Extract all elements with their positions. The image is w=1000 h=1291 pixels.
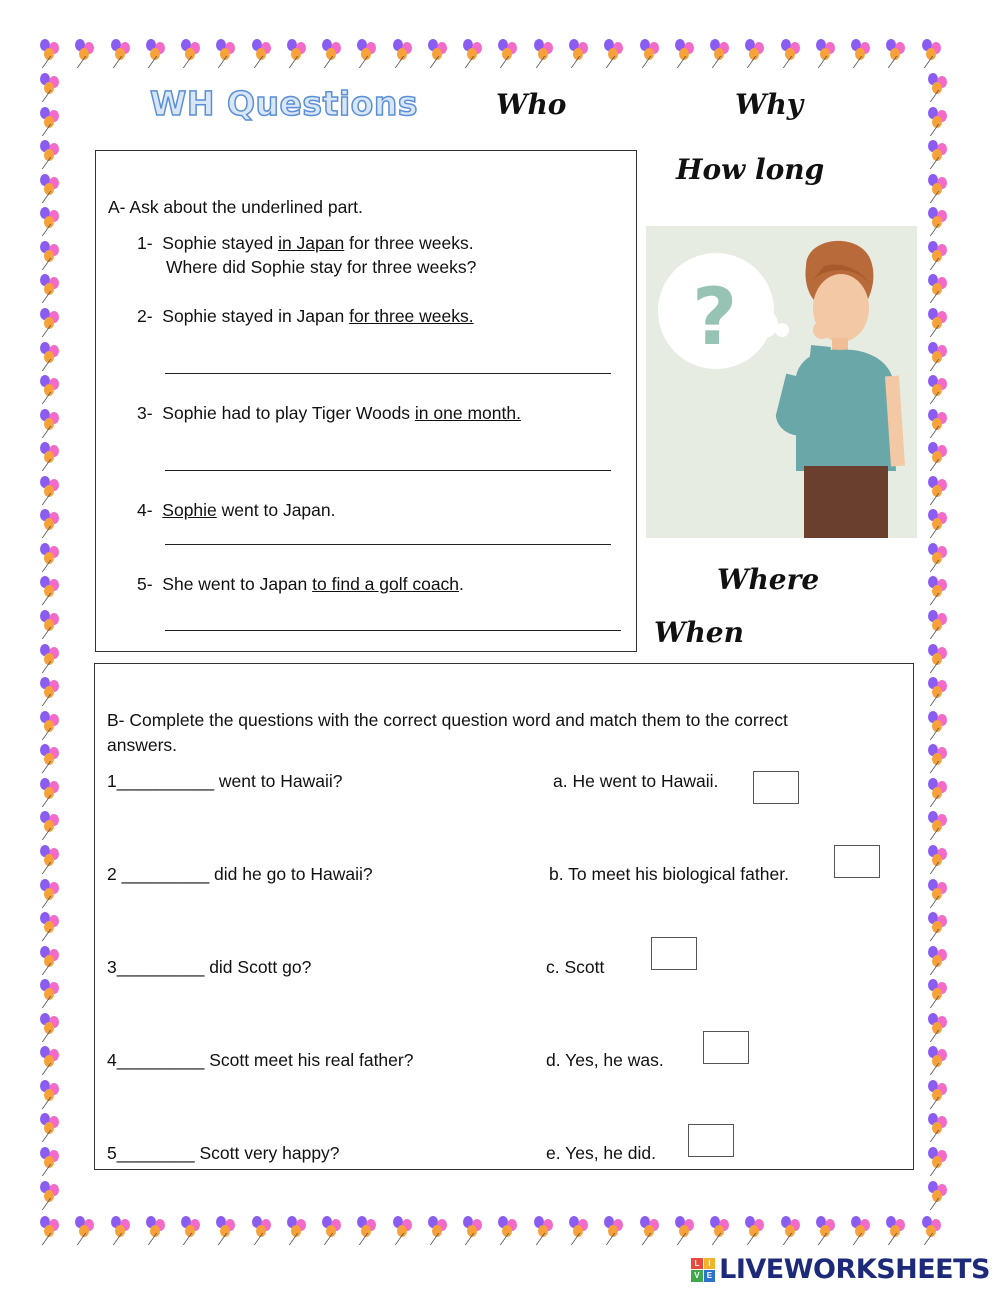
balloon-icon xyxy=(926,777,956,809)
balloon-icon xyxy=(179,38,209,70)
balloon-icon xyxy=(38,72,68,104)
section-a-item-4 xyxy=(137,498,336,522)
balloon-icon xyxy=(708,1215,738,1247)
item-text-before: Sophie stayed xyxy=(162,233,279,253)
match-box-c[interactable] xyxy=(651,937,697,970)
item-number: 2- xyxy=(137,306,153,326)
balloon-icon xyxy=(926,575,956,607)
balloon-icon xyxy=(926,1012,956,1044)
balloon-icon xyxy=(38,945,68,977)
balloon-icon xyxy=(602,1215,632,1247)
balloon-icon xyxy=(38,408,68,440)
question-word-why: Why xyxy=(735,88,804,121)
liveworksheets-logo[interactable] xyxy=(691,1254,990,1285)
section-a-item-3 xyxy=(137,401,521,425)
balloon-icon xyxy=(926,1045,956,1077)
balloon-icon xyxy=(426,1215,456,1247)
logo-text: LIVEWORKSHEETS xyxy=(719,1254,990,1285)
liveworksheets-icon: L I V E xyxy=(691,1258,715,1282)
underlined-part: to find a golf coach xyxy=(312,574,460,594)
item-number: 5- xyxy=(137,574,153,594)
balloon-icon xyxy=(926,307,956,339)
balloon-icon xyxy=(926,676,956,708)
underlined-part: in one month. xyxy=(414,403,521,423)
balloon-icon xyxy=(285,38,315,70)
balloon-icon xyxy=(673,1215,703,1247)
balloon-icon xyxy=(743,1215,773,1247)
balloon-icon xyxy=(38,206,68,238)
balloon-icon xyxy=(743,38,773,70)
balloon-icon xyxy=(426,38,456,70)
thinking-man-icon xyxy=(646,226,917,538)
balloon-icon xyxy=(320,38,350,70)
item-text-before: Sophie stayed in Japan xyxy=(162,306,350,326)
balloon-icon xyxy=(920,1215,950,1247)
balloon-icon xyxy=(779,38,809,70)
balloon-icon xyxy=(926,206,956,238)
question-2: 2 _________ did he go to Hawaii? xyxy=(107,864,373,884)
balloon-icon xyxy=(926,1112,956,1144)
question-word-when: When xyxy=(654,616,744,649)
item-number: 4- xyxy=(137,500,153,520)
balloon-icon xyxy=(638,1215,668,1247)
question-4: 4_________ Scott meet his real father? xyxy=(107,1050,414,1070)
balloon-icon xyxy=(926,441,956,473)
balloon-icon xyxy=(38,106,68,138)
balloon-icon xyxy=(920,38,950,70)
underlined-part: Sophie xyxy=(162,500,217,520)
balloon-icon xyxy=(926,878,956,910)
balloon-icon xyxy=(926,173,956,205)
item-text-after: . xyxy=(459,574,464,594)
balloon-icon xyxy=(926,106,956,138)
balloon-icon xyxy=(926,139,956,171)
balloon-icon xyxy=(109,38,139,70)
balloon-icon xyxy=(391,38,421,70)
balloon-icon xyxy=(926,374,956,406)
item-text-after: went to Japan. xyxy=(216,500,336,520)
answer-line-5[interactable] xyxy=(165,630,621,631)
balloon-icon xyxy=(926,710,956,742)
balloon-icon xyxy=(38,777,68,809)
balloon-icon xyxy=(496,1215,526,1247)
balloon-icon xyxy=(320,1215,350,1247)
balloon-icon xyxy=(779,1215,809,1247)
answer-c: c. Scott xyxy=(546,957,605,977)
balloon-icon xyxy=(567,1215,597,1247)
match-box-b[interactable] xyxy=(834,845,880,878)
balloon-icon xyxy=(38,1079,68,1111)
item-text-before: She went to Japan xyxy=(162,574,313,594)
balloon-icon xyxy=(708,38,738,70)
balloon-icon xyxy=(109,1215,139,1247)
balloon-icon xyxy=(38,911,68,943)
balloon-icon xyxy=(38,1146,68,1178)
balloon-icon xyxy=(250,1215,280,1247)
match-box-d[interactable] xyxy=(703,1031,749,1064)
balloon-icon xyxy=(38,38,68,70)
answer-line-3[interactable] xyxy=(165,470,611,471)
balloon-icon xyxy=(926,273,956,305)
svg-text:?: ? xyxy=(692,273,738,363)
page-title: WH Questions xyxy=(150,84,418,123)
balloon-icon xyxy=(144,1215,174,1247)
underlined-part: for three weeks. xyxy=(349,306,474,326)
match-box-e[interactable] xyxy=(688,1124,734,1157)
balloon-icon xyxy=(496,38,526,70)
balloon-icon xyxy=(38,643,68,675)
answer-line-4[interactable] xyxy=(165,544,611,545)
balloon-icon xyxy=(926,1146,956,1178)
balloon-icon xyxy=(602,38,632,70)
question-word-where: Where xyxy=(717,563,820,596)
section-a-item-2 xyxy=(137,304,474,328)
balloon-icon xyxy=(73,1215,103,1247)
balloon-icon xyxy=(814,38,844,70)
balloon-icon xyxy=(532,1215,562,1247)
balloon-icon xyxy=(38,575,68,607)
balloon-icon xyxy=(567,38,597,70)
balloon-icon xyxy=(38,1215,68,1247)
balloon-icon xyxy=(38,810,68,842)
balloon-icon xyxy=(926,911,956,943)
balloon-icon xyxy=(926,810,956,842)
balloon-icon xyxy=(38,1180,68,1212)
balloon-icon xyxy=(214,38,244,70)
balloon-icon xyxy=(38,676,68,708)
balloon-icon xyxy=(926,1079,956,1111)
balloon-icon xyxy=(38,173,68,205)
item-number: 3- xyxy=(137,403,153,423)
balloon-icon xyxy=(532,38,562,70)
balloon-icon xyxy=(285,1215,315,1247)
balloon-icon xyxy=(926,643,956,675)
border-bottom xyxy=(38,1215,950,1249)
thinking-man-illustration xyxy=(646,226,917,538)
balloon-icon xyxy=(355,1215,385,1247)
balloon-icon xyxy=(38,844,68,876)
balloon-icon xyxy=(461,1215,491,1247)
balloon-icon xyxy=(38,1045,68,1077)
balloon-icon xyxy=(926,945,956,977)
balloon-icon xyxy=(38,542,68,574)
underlined-part: in Japan xyxy=(278,233,345,253)
balloon-icon xyxy=(38,1012,68,1044)
question-word-who: Who xyxy=(496,88,567,121)
question-5: 5________ Scott very happy? xyxy=(107,1143,340,1163)
border-right xyxy=(926,72,960,1212)
balloon-icon xyxy=(638,38,668,70)
balloon-icon xyxy=(926,542,956,574)
balloon-icon xyxy=(814,1215,844,1247)
balloon-icon xyxy=(926,844,956,876)
balloon-icon xyxy=(38,878,68,910)
balloon-icon xyxy=(926,341,956,373)
balloon-icon xyxy=(926,72,956,104)
section-b-box xyxy=(94,663,914,1170)
answer-d: d. Yes, he was. xyxy=(546,1050,664,1070)
example-answer: Where did Sophie stay for three weeks? xyxy=(166,257,477,277)
balloon-icon xyxy=(214,1215,244,1247)
answer-a: a. He went to Hawaii. xyxy=(553,771,719,791)
question-word-how-long: How long xyxy=(676,153,825,186)
balloon-icon xyxy=(38,307,68,339)
balloon-icon xyxy=(38,441,68,473)
balloon-icon xyxy=(250,38,280,70)
balloon-icon xyxy=(355,38,385,70)
section-b-instruction-line1: B- Complete the questions with the correct question word and match them to the correct xyxy=(107,710,788,730)
section-a-instruction: A- Ask about the underlined part. xyxy=(108,197,363,217)
item-text-after: for three weeks. xyxy=(344,233,474,253)
answer-line-2[interactable] xyxy=(165,373,611,374)
balloon-icon xyxy=(144,38,174,70)
question-1: 1__________ went to Hawaii? xyxy=(107,771,343,791)
balloon-icon xyxy=(179,1215,209,1247)
section-a-item-5 xyxy=(137,572,464,596)
balloon-icon xyxy=(926,743,956,775)
border-left xyxy=(38,72,72,1212)
balloon-icon xyxy=(38,978,68,1010)
balloon-icon xyxy=(38,508,68,540)
balloon-icon xyxy=(849,38,879,70)
balloon-icon xyxy=(926,408,956,440)
balloon-icon xyxy=(73,38,103,70)
border-top xyxy=(38,38,950,72)
balloon-icon xyxy=(884,1215,914,1247)
balloon-icon xyxy=(38,374,68,406)
balloon-icon xyxy=(38,710,68,742)
question-3: 3_________ did Scott go? xyxy=(107,957,312,977)
balloon-icon xyxy=(38,743,68,775)
balloon-icon xyxy=(38,1112,68,1144)
balloon-icon xyxy=(38,475,68,507)
item-text-before: Sophie had to play Tiger Woods xyxy=(162,403,415,423)
balloon-icon xyxy=(926,475,956,507)
balloon-icon xyxy=(926,978,956,1010)
answer-b: b. To meet his biological father. xyxy=(549,864,789,884)
balloon-icon xyxy=(38,273,68,305)
item-number: 1- xyxy=(137,233,153,253)
balloon-icon xyxy=(38,139,68,171)
balloon-icon xyxy=(884,38,914,70)
balloon-icon xyxy=(673,38,703,70)
match-box-a[interactable] xyxy=(753,771,799,804)
balloon-icon xyxy=(38,609,68,641)
balloon-icon xyxy=(38,240,68,272)
balloon-icon xyxy=(391,1215,421,1247)
balloon-icon xyxy=(38,341,68,373)
balloon-icon xyxy=(461,38,491,70)
section-a-item-1 xyxy=(137,231,474,255)
balloon-icon xyxy=(926,1180,956,1212)
section-b-instruction-line2: answers. xyxy=(107,735,178,755)
balloon-icon xyxy=(849,1215,879,1247)
balloon-icon xyxy=(926,609,956,641)
answer-e: e. Yes, he did. xyxy=(546,1143,656,1163)
balloon-icon xyxy=(926,240,956,272)
balloon-icon xyxy=(926,508,956,540)
